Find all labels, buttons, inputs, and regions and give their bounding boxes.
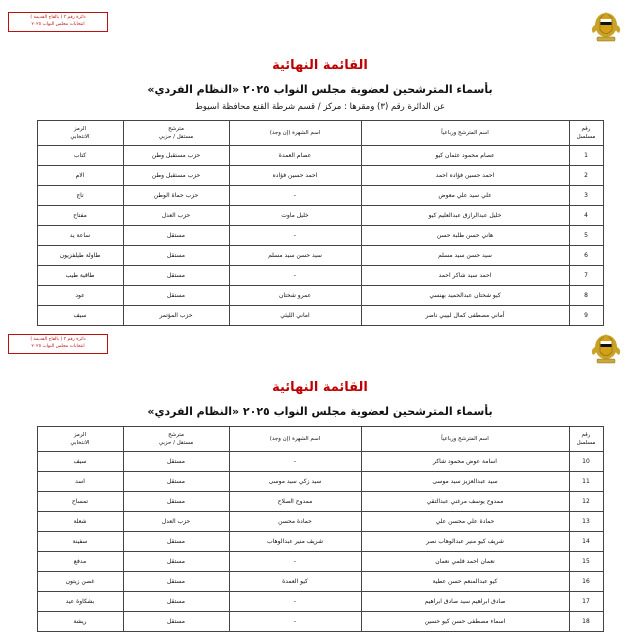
stamp-line-2: انتخابات مجلس النواب ٢٠٢٥ [31, 343, 85, 349]
cell-nickname: حمادة محسن [229, 512, 361, 532]
cell-serial: 9 [569, 306, 603, 326]
cell-serial: 7 [569, 266, 603, 286]
cell-affiliation: مستقل [123, 246, 229, 266]
table-row [37, 572, 603, 592]
cell-nickname: - [229, 226, 361, 246]
cell-name: أماني مصطفى كمال لبيبي ناصر [361, 306, 569, 326]
table-row [37, 266, 603, 286]
table-row [37, 306, 603, 326]
table-row [37, 472, 603, 492]
table-row [37, 166, 603, 186]
col-serial-line-1: رقم [581, 431, 591, 438]
col-symbol [37, 427, 123, 452]
table-row [37, 592, 603, 612]
cell-symbol: سفينة [37, 532, 123, 552]
cell-symbol: غصن زيتون [37, 572, 123, 592]
cell-affiliation: مستقل [123, 532, 229, 552]
cell-symbol: تاج [37, 186, 123, 206]
cell-affiliation: مستقل [123, 452, 229, 472]
page-title-2: القائمة النهائية [272, 380, 368, 395]
cell-nickname: - [229, 266, 361, 286]
cell-serial: 13 [569, 512, 603, 532]
cell-nickname: - [229, 612, 361, 632]
cell-affiliation: مستقل [123, 286, 229, 306]
cell-symbol: كتاب [37, 146, 123, 166]
cell-affiliation: حزب مستقبل وطن [123, 146, 229, 166]
cell-affiliation: مستقل [123, 572, 229, 592]
cell-nickname: سيد زكي سيد موسى [229, 472, 361, 492]
col-symbol-line-1: الرمز [73, 125, 87, 132]
col-symbol-line-2: الانتخابي [70, 440, 90, 446]
cell-serial: 4 [569, 206, 603, 226]
table-row [37, 492, 603, 512]
col-serial-line-2: مسلسل [576, 134, 596, 140]
cell-symbol: طاولة طيلفزيون [37, 246, 123, 266]
cell-nickname: عمرو شحتان [229, 286, 361, 306]
cell-name: ممدوح يوسف مرغني عبدالتقي [361, 492, 569, 512]
cell-symbol: مدفع [37, 552, 123, 572]
cell-symbol: بشكاوة عيد [37, 592, 123, 612]
cell-affiliation: حزب العدل [123, 206, 229, 226]
col-affiliation-line-2: مستقل / حزبي [158, 440, 194, 446]
cell-serial: 6 [569, 246, 603, 266]
cell-name: علي سيد علي معوض [361, 186, 569, 206]
cell-symbol: مفتاح [37, 206, 123, 226]
table-row [37, 512, 603, 532]
cell-affiliation: مستقل [123, 492, 229, 512]
cell-name: خليل عبدالرازق عبدالعليم كيو [361, 206, 569, 226]
cell-affiliation: حزب العدل [123, 512, 229, 532]
page-district-line-1: عن الدائرة رقم (٣) ومقرها : مركز / قسم شرطة القنع محافظة اسيوط [194, 102, 446, 112]
cell-name: كيو شحتان عبدالحميد بهنسي [361, 286, 569, 306]
cell-serial: 14 [569, 532, 603, 552]
cell-nickname: - [229, 186, 361, 206]
col-nickname: اسم الشهرة (إن وجد) [229, 427, 361, 452]
cell-nickname: خليل ماوت [229, 206, 361, 226]
page-title-1: القائمة النهائية [272, 58, 368, 73]
cell-serial: 1 [569, 146, 603, 166]
table-row [37, 612, 603, 632]
table-row [37, 532, 603, 552]
cell-nickname: - [229, 552, 361, 572]
cell-serial: 18 [569, 612, 603, 632]
block-2-header [0, 328, 640, 374]
cell-affiliation: حزب حماة الوطن [123, 186, 229, 206]
cell-name: احمد سيد شاكر احمد [361, 266, 569, 286]
stamp-line-1: دائرة رقم ٣ ( بالقاح القديمة ) [30, 337, 86, 342]
cell-symbol: الام [37, 166, 123, 186]
col-serial-line-2: مسلسل [576, 440, 596, 446]
col-candidate-name: اسم المترشح ورباعياً [361, 121, 569, 146]
cell-serial: 8 [569, 286, 603, 306]
cell-affiliation: حزب المؤتمر [123, 306, 229, 326]
page-subtitle-2: بأسماء المترشحين لعضوية مجلس النواب ٢٠٢٥ «النظام الفردي» [147, 405, 493, 418]
cell-serial: 2 [569, 166, 603, 186]
cell-symbol: شعلة [37, 512, 123, 532]
cell-symbol: ريشة [37, 612, 123, 632]
col-affiliation-line-1: مترشح [168, 431, 184, 438]
table-row [37, 146, 603, 166]
table-header-row [37, 121, 603, 146]
cell-nickname: ممدوح الصلاح [229, 492, 361, 512]
stamp-line-2: انتخابات مجلس النواب ٢٠٢٥ [31, 21, 85, 27]
cell-affiliation: مستقل [123, 472, 229, 492]
cell-symbol: سيف [37, 306, 123, 326]
table-row [37, 552, 603, 572]
cell-symbol: ساعة يد [37, 226, 123, 246]
cell-affiliation: مستقل [123, 226, 229, 246]
col-affiliation-line-1: مترشح [168, 125, 184, 132]
cell-name: سيد عبدالعزيز سيد موسى [361, 472, 569, 492]
cell-symbol: تمساح [37, 492, 123, 512]
table-row [37, 226, 603, 246]
cell-serial: 17 [569, 592, 603, 612]
cell-name: كيو عبدالمنعم حسن عطية [361, 572, 569, 592]
table-row [37, 186, 603, 206]
electoral-stamp-2 [8, 334, 108, 354]
table-row [37, 206, 603, 226]
egypt-eagle-emblem-icon [586, 8, 626, 48]
cell-affiliation: مستقل [123, 612, 229, 632]
stamp-line-1: دائرة رقم ٣ ( بالقاح القديمة ) [30, 15, 86, 20]
cell-serial: 16 [569, 572, 603, 592]
cell-name: شريف كيو منير عبدالوهاب نصر [361, 532, 569, 552]
cell-serial: 11 [569, 472, 603, 492]
cell-affiliation: مستقل [123, 266, 229, 286]
cell-name: هاني حسن طلبة حسن [361, 226, 569, 246]
cell-nickname: - [229, 452, 361, 472]
cell-name: احمد حسين فؤاده احمد [361, 166, 569, 186]
candidates-table-2 [37, 426, 604, 632]
col-affiliation [123, 427, 229, 452]
cell-name: صادق ابراهيم سيد صادق ابراهيم [361, 592, 569, 612]
candidates-table-2-body [37, 452, 603, 632]
table-row [37, 246, 603, 266]
cell-nickname: كيو العمدة [229, 572, 361, 592]
cell-symbol: عود [37, 286, 123, 306]
col-candidate-name: اسم المترشح ورباعياً [361, 427, 569, 452]
candidates-table-1-body [37, 146, 603, 326]
cell-serial: 12 [569, 492, 603, 512]
table-header-row [37, 427, 603, 452]
page-subtitle-1: بأسماء المترشحين لعضوية مجلس النواب ٢٠٢٥ «النظام الفردي» [147, 83, 493, 96]
cell-serial: 3 [569, 186, 603, 206]
table-row [37, 452, 603, 472]
col-nickname: اسم الشهرة (إن وجد) [229, 121, 361, 146]
cell-serial: 5 [569, 226, 603, 246]
cell-serial: 15 [569, 552, 603, 572]
cell-name: اسماء مصطفى حسن كيو حسين [361, 612, 569, 632]
electoral-stamp [8, 12, 108, 32]
cell-nickname: شريف منير عبدالوهاب [229, 532, 361, 552]
cell-name: حمادة علي محسن علي [361, 512, 569, 532]
cell-serial: 10 [569, 452, 603, 472]
col-serial [569, 427, 603, 452]
cell-nickname: - [229, 592, 361, 612]
col-symbol-line-1: الرمز [73, 431, 87, 438]
cell-symbol: طاقية طيب [37, 266, 123, 286]
cell-affiliation: مستقل [123, 552, 229, 572]
final-list-block-2 [0, 326, 640, 632]
col-affiliation-line-2: مستقل / حزبي [158, 134, 194, 140]
cell-name: اسامة عوض محمود شاكر [361, 452, 569, 472]
cell-nickname: سيد حسن سيد مسلم [229, 246, 361, 266]
col-symbol [37, 121, 123, 146]
cell-symbol: سيف [37, 452, 123, 472]
cell-name: سيد حسن سيد مسلم [361, 246, 569, 266]
cell-nickname: احمد حسين فؤاده [229, 166, 361, 186]
col-affiliation [123, 121, 229, 146]
table-row [37, 286, 603, 306]
cell-affiliation: مستقل [123, 592, 229, 612]
cell-symbol: اسد [37, 472, 123, 492]
cell-name: نعمان احمد فلمي نعمان [361, 552, 569, 572]
col-serial-line-1: رقم [581, 125, 591, 132]
cell-affiliation: حزب مستقبل وطن [123, 166, 229, 186]
col-serial [569, 121, 603, 146]
cell-nickname: اماني الليثي [229, 306, 361, 326]
col-symbol-line-2: الانتخابي [70, 134, 90, 140]
candidates-table-1 [37, 120, 604, 326]
cell-nickname: عصام العمدة [229, 146, 361, 166]
cell-name: عصام محمود عثمان كيو [361, 146, 569, 166]
block-1-header [0, 6, 640, 52]
egypt-eagle-emblem-icon [586, 330, 626, 370]
